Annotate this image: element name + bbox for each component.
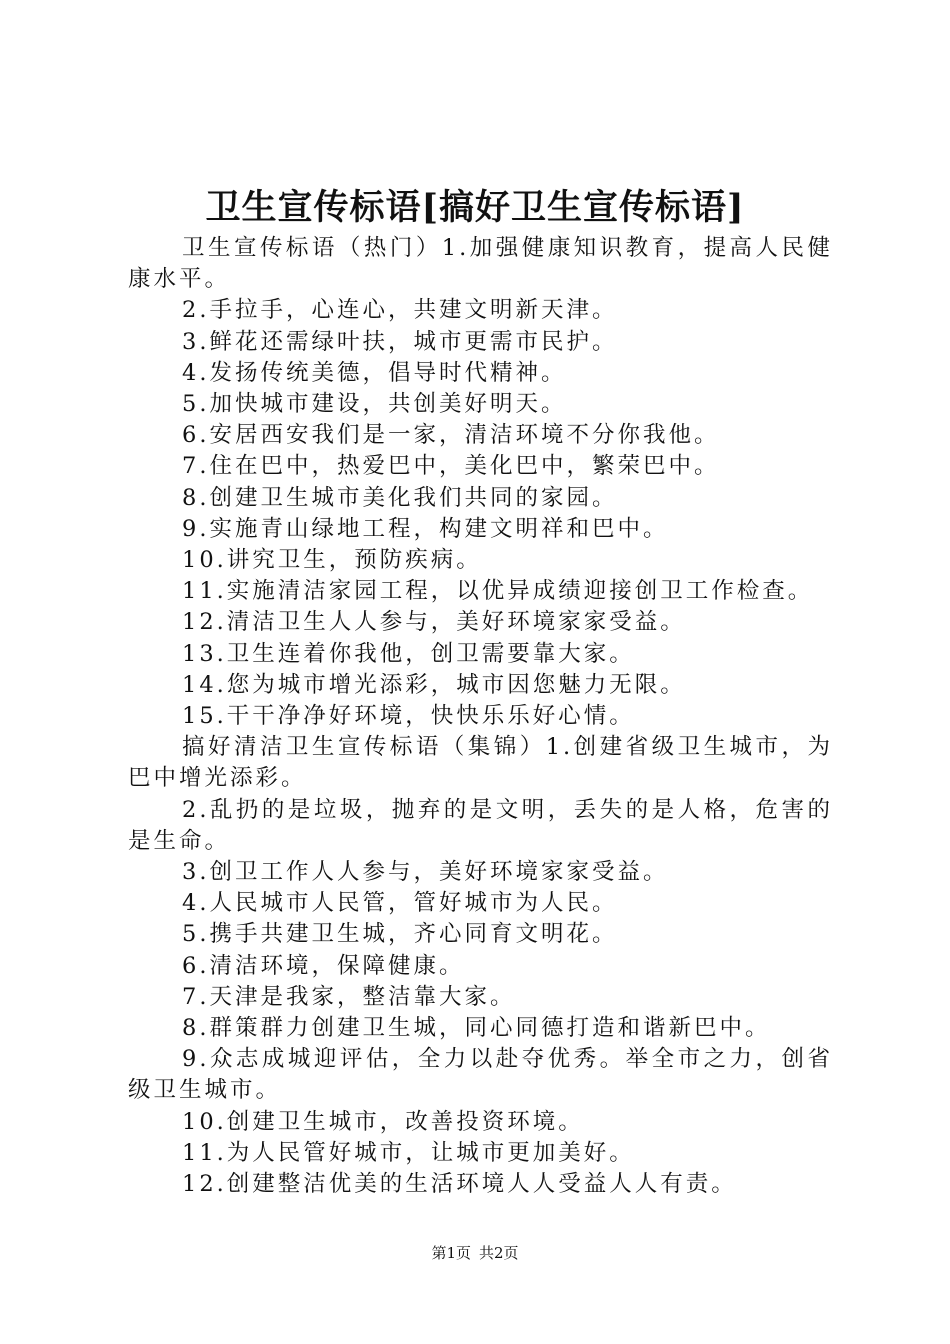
paragraph: 5.加快城市建设，共创美好明天。 bbox=[182, 391, 567, 418]
paragraph: 7.住在巴中，热爱巴中，美化巴中，繁荣巴中。 bbox=[182, 453, 720, 480]
paragraph: 3.创卫工作人人参与，美好环境家家受益。 bbox=[182, 859, 669, 886]
paragraph: 15.干干净净好环境，快快乐乐好心情。 bbox=[182, 703, 635, 730]
paragraph: 8.创建卫生城市美化我们共同的家园。 bbox=[182, 484, 618, 511]
paragraph: 9.实施青山绿地工程，构建文明祥和巴中。 bbox=[182, 515, 669, 542]
paragraph: 12.创建整洁优美的生活环境人人受益人人有责。 bbox=[182, 1171, 737, 1198]
paragraph: 6.清洁环境，保障健康。 bbox=[182, 952, 465, 979]
paragraph: 5.携手共建卫生城，齐心同育文明花。 bbox=[182, 921, 618, 948]
paragraph: 3.鲜花还需绿叶扶，城市更需市民护。 bbox=[182, 328, 618, 355]
page-total: 共2页 bbox=[479, 1244, 519, 1262]
document-title: 卫生宣传标语[搞好卫生宣传标语] bbox=[205, 187, 745, 228]
paragraph: 搞好清洁卫生宣传标语（集锦）1.创建省级卫生城市，为巴中增光添彩。 bbox=[128, 734, 833, 792]
paragraph: 10.讲究卫生，预防疾病。 bbox=[182, 547, 482, 574]
paragraph: 9.众志成城迎评估，全力以赴夺优秀。举全市之力，创省级卫生城市。 bbox=[128, 1046, 833, 1104]
page-footer bbox=[0, 1242, 950, 1264]
paragraph: 10.创建卫生城市，改善投资环境。 bbox=[182, 1108, 584, 1135]
paragraph: 14.您为城市增光添彩，城市因您魅力无限。 bbox=[182, 671, 686, 698]
paragraph: 6.安居西安我们是一家，清洁环境不分你我他。 bbox=[182, 422, 720, 449]
paragraph: 2.乱扔的是垃圾，抛弃的是文明，丢失的是人格，危害的是生命。 bbox=[128, 796, 833, 854]
paragraph: 11.实施清洁家园工程，以优异成绩迎接创卫工作检查。 bbox=[182, 578, 814, 605]
paragraph: 2.手拉手，心连心，共建文明新天津。 bbox=[182, 297, 618, 324]
document-body bbox=[128, 233, 833, 1200]
page-number: 第1页 bbox=[431, 1244, 471, 1262]
paragraph: 卫生宣传标语（热门）1.加强健康知识教育，提高人民健康水平。 bbox=[128, 235, 833, 293]
paragraph: 13.卫生连着你我他，创卫需要靠大家。 bbox=[182, 640, 635, 667]
paragraph: 4.人民城市人民管，管好城市为人民。 bbox=[182, 890, 618, 917]
paragraph: 11.为人民管好城市，让城市更加美好。 bbox=[182, 1139, 635, 1166]
paragraph: 7.天津是我家，整洁靠大家。 bbox=[182, 983, 516, 1010]
paragraph: 12.清洁卫生人人参与，美好环境家家受益。 bbox=[182, 609, 686, 636]
paragraph: 4.发扬传统美德，倡导时代精神。 bbox=[182, 359, 567, 386]
paragraph: 8.群策群力创建卫生城，同心同德打造和谐新巴中。 bbox=[182, 1015, 771, 1042]
